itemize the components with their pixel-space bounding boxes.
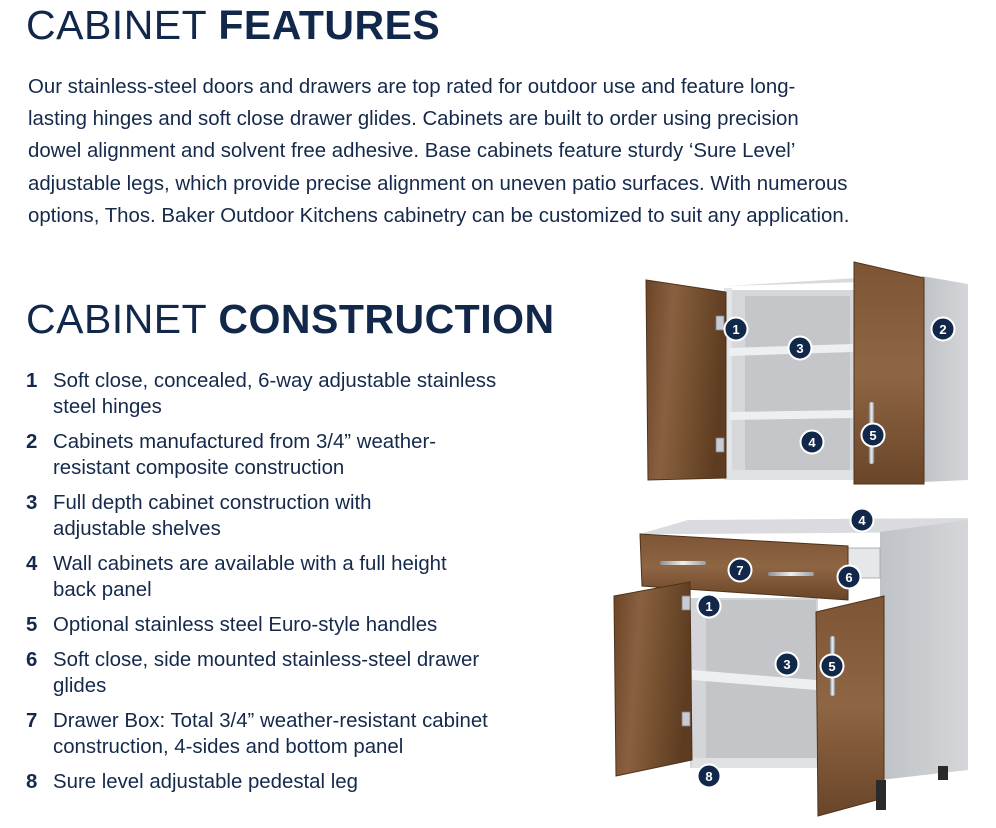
base-cabinet-right-door [816,596,884,816]
callout-badge [862,424,885,447]
callout-number: 6 [845,570,853,585]
item-number: 8 [26,771,38,793]
pedestal-leg [938,766,948,780]
base-cabinet-left-door [614,582,692,776]
item-text: Sure level adjustable pedestal leg [53,771,358,793]
callout-number: 4 [858,513,866,528]
features-heading-bold: FEATURES [218,2,441,48]
item-number: 5 [26,614,38,636]
callout-number: 1 [705,599,713,614]
item-text: Soft close, concealed, 6-way adjustable stainless [53,370,497,392]
item-text: back panel [53,579,152,601]
callout-badge [789,337,812,360]
intro-line: options, Thos. Baker Outdoor Kitchens cabinetry can be customized to suit any application. [28,204,850,227]
callout-badge [838,566,861,589]
callout-number: 7 [736,563,744,578]
handle-icon [768,572,814,576]
hinge-icon [682,596,690,610]
callout-number: 1 [732,322,740,337]
item-text: Optional stainless steel Euro-style handles [53,614,438,636]
callout-badge [932,318,955,341]
item-text: construction, 4-sides and bottom panel [53,736,404,758]
wall-cabinet-right-door [854,262,924,484]
callout-number: 3 [783,657,791,672]
item-number: 2 [26,431,38,453]
callout-number: 4 [808,435,816,450]
features-heading-light: CABINET [26,2,207,48]
intro-line: Our stainless-steel doors and drawers are top rated for outdoor use and feature long- [28,76,796,98]
pedestal-leg [876,780,886,810]
item-number: 1 [26,370,38,392]
item-text: Full depth cabinet construction with [53,492,372,514]
handle-icon [660,561,706,565]
item-number: 7 [26,710,38,732]
callout-badge [821,655,844,678]
callout-badge [698,765,721,788]
wall-cabinet-back-panel [745,296,850,472]
item-number: 4 [26,553,38,575]
callout-number: 5 [828,659,836,674]
intro-line: adjustable legs, which provide precise alignment on uneven patio surfaces. With numerous [28,172,848,195]
item-number: 6 [26,649,38,671]
callout-badge [698,595,721,618]
construction-heading-light: CABINET [26,296,207,342]
callout-number: 2 [939,322,947,337]
item-text: glides [53,675,107,697]
callout-badge [851,509,874,532]
callout-badge [725,318,748,341]
item-text: resistant composite construction [53,457,345,479]
wall-cabinet-left-door [646,280,726,480]
callout-number: 3 [796,341,804,356]
callout-badge [776,653,799,676]
callout-badge [729,559,752,582]
item-number: 3 [26,492,38,514]
construction-heading-bold: CONSTRUCTION [218,296,555,342]
item-text: Drawer Box: Total 3/4” weather-resistant cabinet [53,710,488,732]
base-cabinet-side-panel [880,520,968,780]
callout-number: 8 [705,769,713,784]
intro-line: lasting hinges and soft close drawer glides. Cabinets are built to order using precision [28,108,799,131]
hinge-icon [716,316,724,330]
item-text: steel hinges [53,396,162,418]
wall-cabinet-side-panel [922,276,968,482]
callout-number: 5 [869,428,877,443]
hinge-icon [682,712,690,726]
item-text: Soft close, side mounted stainless-steel drawer [53,649,480,671]
item-text: Cabinets manufactured from 3/4” weather- [53,431,437,453]
item-text: Wall cabinets are available with a full height [53,553,447,575]
hinge-icon [716,438,724,452]
intro-line: dowel alignment and solvent free adhesive. Base cabinets feature sturdy ‘Sure Level’ [28,140,796,163]
wall-cabinet-bottom [727,470,855,480]
callout-badge [801,431,824,454]
item-text: adjustable shelves [53,518,221,540]
